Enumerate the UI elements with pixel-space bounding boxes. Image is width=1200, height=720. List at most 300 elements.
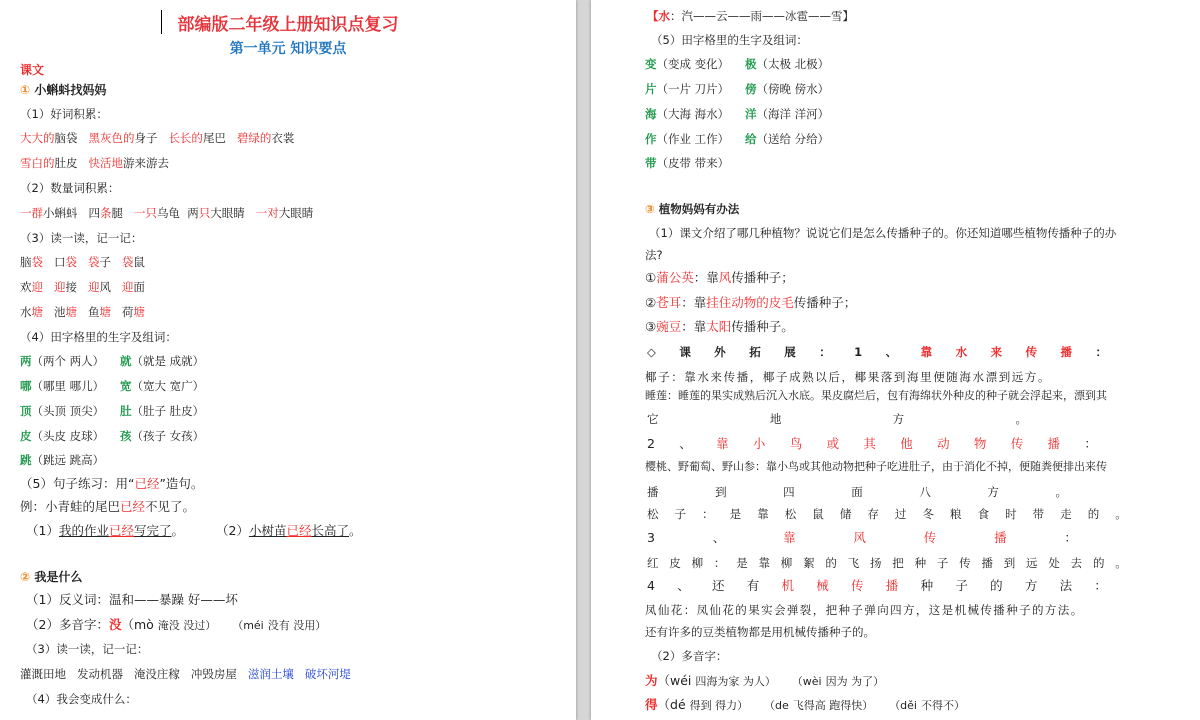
text-fragment: 风: [853, 530, 866, 545]
balsam-text: 还有许多的豆类植物都是用机械传播种子的。: [645, 625, 875, 639]
text-fragment: （送给 分给）: [756, 132, 830, 146]
text-fragment: 快活地: [88, 156, 123, 170]
text-fragment: 存: [867, 507, 879, 521]
char-row: [645, 155, 729, 171]
text-fragment: 粮: [950, 507, 962, 521]
answer-line: [645, 319, 794, 335]
text-fragment: 来: [990, 345, 1003, 359]
phrase-line: [20, 666, 351, 682]
text-fragment: 、: [885, 345, 898, 359]
text-fragment: 方: [1024, 578, 1038, 593]
polyphone-line: [26, 617, 326, 634]
text-fragment: 。: [1115, 556, 1127, 570]
char-row: [745, 81, 829, 97]
text-fragment: 只: [198, 206, 211, 220]
char-row: [20, 378, 104, 394]
text-fragment: 极: [745, 57, 757, 71]
extension-heading: [647, 578, 1107, 594]
lesson-title: 植物妈妈有办法: [658, 202, 740, 216]
text-fragment: 的: [1092, 556, 1105, 570]
text-fragment: 到: [1003, 556, 1016, 570]
question-label: （2）数量词积累：: [20, 181, 120, 195]
text-fragment: 豌豆: [656, 319, 682, 334]
char-row: [645, 131, 729, 147]
text-fragment: 种: [920, 578, 934, 593]
text-fragment: 。: [1055, 485, 1067, 499]
text-fragment: （傍晚 傍水）: [756, 82, 830, 96]
text-fragment: 宽: [120, 379, 132, 393]
lesson-title: 我是什么: [34, 570, 83, 584]
text-fragment: 例：小青蛙的尾巴: [20, 499, 121, 514]
willow-text: [647, 555, 1127, 571]
text-fragment: 脑袋: [54, 131, 78, 145]
text-fragment: 它: [647, 412, 659, 426]
text-fragment: 械: [816, 578, 829, 593]
text-fragment: 靠: [783, 530, 796, 545]
text-fragment: 长高了: [311, 523, 349, 538]
text-fragment: （就是 成就）: [131, 354, 205, 368]
coconut-text: 椰子：靠水来传播，椰子成熟以后，椰果落到海里便随海水漂到远方。: [645, 370, 1052, 384]
extension-heading: [647, 436, 1097, 452]
text-fragment: 为: [645, 673, 658, 688]
text-fragment: 脑: [20, 255, 32, 269]
text-fragment: 机: [781, 578, 795, 593]
text-fragment: 靠: [757, 507, 769, 521]
text-fragment: 去: [1070, 556, 1083, 570]
text-fragment: 松: [784, 507, 797, 521]
char-row: [20, 452, 104, 468]
text-fragment: （méi: [232, 619, 264, 632]
extension-heading: [647, 530, 1077, 546]
text-fragment: 一群: [20, 206, 43, 220]
text-fragment: 靠: [716, 436, 729, 451]
text-fragment: 鼠: [133, 255, 145, 269]
text-fragment: 靠: [758, 556, 770, 570]
text-fragment: ：靠: [681, 295, 707, 310]
char-row: [645, 81, 729, 97]
text-fragment: 水: [658, 9, 670, 23]
text-fragment: 四: [88, 206, 100, 220]
text-fragment: ③: [645, 319, 657, 334]
text-fragment: （皮带 带来）: [656, 156, 730, 170]
text-fragment: 没有 没用）: [267, 619, 327, 632]
char-row: [20, 428, 104, 444]
text-fragment: ：靠: [693, 270, 719, 285]
text-fragment: ：汽——云——雨——冰雹——雪】: [670, 9, 854, 23]
char-row: [745, 106, 829, 122]
text-fragment: 已经: [134, 476, 160, 491]
text-fragment: 接: [65, 280, 77, 294]
text-fragment: 荷: [121, 305, 134, 319]
text-fragment: 动: [937, 436, 950, 451]
text-fragment: （mò: [121, 617, 154, 632]
text-fragment: ”造句。: [159, 476, 204, 491]
text-fragment: 走: [1060, 507, 1072, 521]
text-fragment: 袋: [65, 255, 77, 269]
text-fragment: 靠: [920, 345, 933, 359]
text-fragment: 、: [677, 578, 690, 593]
text-fragment: 池: [53, 305, 66, 319]
text-fragment: 的: [825, 556, 837, 570]
text-fragment: ◇: [647, 345, 656, 359]
text-fragment: 子: [674, 507, 687, 521]
text-fragment: 2: [647, 436, 655, 451]
text-fragment: ：: [702, 507, 714, 521]
text-fragment: 鱼: [87, 305, 100, 319]
text-fragment: 柳: [691, 556, 704, 570]
text-fragment: 袋: [87, 255, 100, 269]
text-fragment: 小树苗: [248, 523, 287, 538]
text-fragment: 没: [108, 617, 122, 632]
text-fragment: 淹没 没过）: [157, 619, 217, 632]
text-fragment: ①: [645, 270, 657, 285]
antonym-line: （1）反义词：温和——暴躁 好——坏: [26, 592, 238, 607]
question-label: （1）好词积累：: [20, 107, 108, 121]
question-label: （4）我会变成什么：: [26, 692, 137, 706]
text-fragment: 远: [1026, 556, 1038, 570]
text-fragment: （2）: [216, 523, 249, 538]
text-fragment: 皮: [20, 429, 32, 443]
lesson-heading: [645, 201, 739, 217]
text-fragment: 已经: [108, 523, 134, 538]
text-fragment: 课: [679, 345, 691, 359]
char-row: [645, 106, 729, 122]
text-fragment: 鼠: [812, 507, 824, 521]
text-fragment: 子: [99, 255, 111, 269]
text-fragment: 子: [955, 578, 968, 593]
text-fragment: 到: [715, 485, 727, 499]
text-fragment: 播: [647, 485, 659, 499]
text-fragment: 尾巴: [202, 131, 226, 145]
extension-heading: [647, 344, 1107, 360]
char-row: [745, 56, 829, 72]
text-fragment: 展: [784, 345, 796, 359]
text-fragment: 有: [746, 578, 760, 593]
text-fragment: 口: [53, 255, 66, 269]
text-fragment: 水: [20, 305, 32, 319]
text-fragment: 传: [1010, 436, 1024, 451]
text-fragment: （哪里 哪儿）: [31, 379, 105, 393]
text-fragment: 一只: [133, 206, 157, 220]
text-fragment: 八: [919, 485, 931, 499]
polyphone-line: [645, 697, 965, 714]
text-fragment: 孩: [120, 429, 132, 443]
text-fragment: 地: [769, 412, 782, 426]
text-fragment: （de: [764, 699, 789, 712]
text-fragment: 是: [729, 507, 742, 521]
text-fragment: 太阳: [706, 319, 732, 334]
text-fragment: 播: [1060, 345, 1072, 359]
text-fragment: 哪: [20, 379, 32, 393]
text-fragment: 腿: [111, 206, 123, 220]
text-fragment: 身子: [134, 131, 158, 145]
lotus-text-end: [647, 411, 1027, 427]
text-fragment: 红: [647, 556, 659, 570]
text-fragment: 面: [851, 485, 863, 499]
text-fragment: 写完了: [133, 523, 172, 538]
text-fragment: 鸟: [789, 436, 803, 451]
text-fragment: ：: [1094, 578, 1107, 593]
text-fragment: 顶: [20, 404, 32, 418]
text-fragment: ②: [645, 295, 657, 310]
text-fragment: 播: [994, 530, 1007, 545]
text-fragment: 传播种子；: [793, 295, 857, 310]
sentence-task: [20, 476, 203, 492]
text-fragment: 过: [894, 507, 907, 521]
text-fragment: 皮: [669, 556, 681, 570]
text-fragment: 滋润土壤: [247, 667, 294, 681]
lesson-heading: [20, 82, 106, 98]
text-fragment: 絮: [803, 556, 815, 570]
question-label: （2）多音字：: [651, 649, 728, 663]
document-page-left: [0, 0, 576, 720]
text-fragment: 袋: [31, 255, 43, 269]
char-row: [120, 428, 204, 444]
text-fragment: 洋: [745, 107, 757, 121]
text-fragment: （肚子 肚皮）: [131, 404, 205, 418]
text-fragment: 淹没庄稼: [133, 667, 180, 681]
bird-text-end: [647, 484, 1067, 500]
text-fragment: ：: [713, 556, 726, 570]
text-fragment: （作业 工作）: [656, 132, 730, 146]
text-fragment: （孩子 女孩）: [131, 429, 205, 443]
text-fragment: 水: [955, 345, 968, 359]
text-fragment: 。: [349, 523, 362, 538]
text-fragment: 带: [645, 156, 657, 170]
text-fragment: 作: [645, 132, 657, 146]
read-line: [20, 304, 145, 320]
text-fragment: 四海为家 为人）: [695, 675, 776, 688]
text-fragment: 已经: [286, 523, 312, 538]
text-fragment: 拓: [749, 345, 761, 359]
read-line: [20, 279, 145, 295]
text-fragment: 传: [959, 556, 971, 570]
text-fragment: 。: [171, 523, 185, 538]
question-label: （5）田字格里的生字及组词：: [651, 33, 808, 47]
text-fragment: 处: [1048, 556, 1060, 570]
text-fragment: 的: [1087, 507, 1100, 521]
text-fragment: 扬: [869, 556, 882, 570]
text-fragment: 塘: [65, 305, 77, 319]
text-fragment: 或: [826, 436, 840, 451]
measure-word-line: [20, 205, 313, 221]
char-row: [20, 403, 104, 419]
text-fragment: 物: [973, 436, 987, 451]
text-fragment: 破坏河堤: [304, 667, 351, 681]
text-fragment: （dé: [657, 697, 686, 712]
text-fragment: 大眼睛: [278, 206, 314, 220]
text-fragment: （wèi: [791, 675, 822, 688]
text-fragment: 冲毁房屋: [190, 667, 237, 681]
document-page-right: [591, 0, 1200, 720]
text-fragment: 种: [914, 556, 927, 570]
text-fragment: 飞得高 跑得快）: [792, 699, 874, 712]
text-fragment: 两: [187, 206, 199, 220]
text-fragment: 把: [892, 556, 904, 570]
char-row: [20, 353, 104, 369]
char-row: [745, 131, 829, 147]
question-label: （3）读一读，记一记：: [26, 642, 149, 656]
text-fragment: 海: [645, 107, 657, 121]
text-fragment: 播: [1047, 436, 1061, 451]
text-fragment: 3: [647, 530, 655, 545]
text-fragment: ：: [1095, 345, 1107, 359]
text-fragment: 给: [745, 132, 757, 146]
text-fragment: 储: [839, 507, 852, 521]
text-fragment: 的: [990, 578, 1003, 593]
text-fragment: （děi: [889, 699, 917, 712]
text-fragment: 播: [981, 556, 993, 570]
text-fragment: 他: [900, 436, 913, 451]
text-fragment: 传: [1025, 345, 1038, 359]
text-fragment: 方: [892, 412, 905, 426]
text-fragment: 傍: [745, 82, 757, 96]
text-fragment: （太极 北极）: [756, 57, 830, 71]
text-fragment: 传播种子。: [731, 319, 794, 334]
lesson-number: ①: [20, 83, 31, 97]
text-fragment: 【: [647, 9, 659, 23]
text-fragment: 传播种子；: [731, 270, 794, 285]
text-fragment: 欢: [20, 280, 32, 294]
lotus-text: 睡莲：睡莲的果实成熟后沉入水底。果皮腐烂后，包有海绵状外种皮的种子就会浮起来，漂到其: [645, 389, 1107, 402]
question-text: （1）课文介绍了哪几种植物？说说它们是怎么传播种子的。你还知道哪些植物传播种子的办: [649, 226, 1117, 240]
text-fragment: （头顶 顶尖）: [31, 404, 105, 418]
text-fragment: （2）多音字：: [26, 617, 109, 632]
text-fragment: 碧绿的: [236, 131, 272, 145]
text-fragment: ：: [1084, 436, 1097, 451]
text-fragment: （海洋 洋河）: [756, 107, 830, 121]
text-fragment: 片: [645, 82, 657, 96]
text-fragment: 苍耳: [656, 295, 682, 310]
text-fragment: （1）: [26, 523, 59, 538]
text-fragment: 灌溉田地: [20, 667, 66, 681]
text-fragment: 四: [783, 485, 795, 499]
text-fragment: ：: [1064, 530, 1077, 545]
text-fragment: 不见了。: [145, 499, 196, 514]
text-fragment: 子: [936, 556, 949, 570]
text-fragment: 袋: [121, 255, 134, 269]
text-fragment: 风: [99, 280, 111, 294]
text-fragment: （宽大 宽广）: [131, 379, 205, 393]
char-row: [120, 353, 204, 369]
question-label: （3）读一读，记一记：: [20, 231, 143, 245]
text-fragment: 迎: [31, 280, 43, 294]
text-fragment: 发动机器: [76, 667, 123, 681]
text-fragment: 小: [752, 436, 766, 451]
text-fragment: 乌龟: [156, 206, 180, 220]
char-row: [645, 56, 729, 72]
text-fragment: 4: [647, 578, 655, 593]
text-fragment: 飞: [847, 556, 860, 570]
text-fragment: 时: [1005, 507, 1017, 521]
pine-text: [647, 506, 1127, 522]
question-text: 法?: [645, 248, 663, 262]
polyphone-line: [645, 673, 884, 690]
text-fragment: 、: [679, 436, 692, 451]
lesson-title: 小蝌蚪找妈妈: [34, 83, 107, 97]
text-fragment: ：: [819, 345, 831, 359]
section-heading: 课文: [20, 63, 45, 77]
text-fragment: 迎: [53, 280, 66, 294]
text-fragment: 蒲公英: [656, 270, 694, 285]
text-fragment: 。: [1115, 507, 1127, 521]
lesson-heading: [20, 569, 82, 585]
text-fragment: 塘: [31, 305, 43, 319]
text-fragment: 黑灰色的: [88, 131, 135, 145]
text-fragment: 传: [851, 578, 864, 593]
text-fragment: （两个 两人）: [31, 354, 105, 368]
question-label: （4）田字格里的生字及组词：: [20, 330, 177, 344]
text-fragment: 已经: [120, 499, 146, 514]
text-fragment: 条: [99, 206, 112, 220]
text-fragment: 食: [977, 507, 990, 521]
text-fragment: 因为 为了）: [825, 675, 885, 688]
text-fragment: 一对: [255, 206, 279, 220]
text-fragment: 迎: [121, 280, 134, 294]
answer-sentence: [216, 523, 362, 539]
water-cycle-line: [647, 8, 854, 24]
balsam-text: 凤仙花：凤仙花的果实会弹裂，把种子弹向四方，这是机械传播种子的方法。: [645, 603, 1084, 617]
char-row: [120, 378, 204, 394]
text-fragment: 我的作业: [58, 523, 109, 538]
text-fragment: 肚: [120, 404, 132, 418]
text-fragment: 塘: [99, 305, 111, 319]
text-fragment: 得到 得力）: [689, 699, 749, 712]
text-fragment: 大眼睛: [210, 206, 245, 220]
text-fragment: 挂住动物的皮毛: [706, 295, 794, 310]
text-fragment: 游来游去: [122, 156, 169, 170]
text-fragment: （头皮 皮球）: [31, 429, 105, 443]
text-fragment: 还: [711, 578, 725, 593]
text-fragment: （wéi: [657, 673, 692, 688]
text-fragment: 风: [718, 270, 732, 285]
text-fragment: 大大的: [20, 131, 55, 145]
text-fragment: 变: [645, 57, 657, 71]
bird-text: 樱桃、野葡萄、野山参：靠小鸟或其他动物把种子吃进肚子，由于消化不掉，便随粪便排出来传: [645, 460, 1107, 473]
document-title: 部编版二年级上册知识点复习: [177, 15, 399, 35]
text-fragment: 带: [1032, 507, 1045, 521]
answer-line: [645, 270, 794, 286]
answer-line: [645, 295, 856, 311]
text-fragment: 是: [736, 556, 748, 570]
text-fragment: 得: [645, 697, 658, 712]
text-fragment: 、: [712, 530, 726, 545]
text-fragment: 1: [854, 345, 863, 359]
text-fragment: 方: [987, 485, 999, 499]
text-fragment: 长长的: [168, 131, 203, 145]
text-fragment: 塘: [133, 305, 145, 319]
text-fragment: 小蝌蚪: [43, 206, 78, 220]
text-fragment: 播: [885, 578, 899, 593]
text-fragment: ：靠: [681, 319, 707, 334]
example-sentence: [20, 499, 195, 515]
text-fragment: 其: [863, 436, 876, 451]
lesson-number: ②: [20, 570, 31, 584]
text-fragment: （变成 变化）: [656, 57, 730, 71]
text-fragment: （5）句子练习：用“: [20, 476, 135, 491]
text-fragment: 雪白的: [20, 156, 55, 170]
text-fragment: 跳: [20, 453, 32, 467]
word-line: [20, 130, 294, 146]
word-line: [20, 155, 169, 171]
text-fragment: 就: [120, 354, 132, 368]
unit-subtitle: 第一单元 知识要点: [229, 41, 347, 57]
text-fragment: 冬: [922, 507, 934, 521]
text-fragment: 柳: [780, 556, 793, 570]
text-fragment: 。: [1015, 412, 1027, 426]
char-row: [120, 403, 204, 419]
text-fragment: 传: [923, 530, 937, 545]
